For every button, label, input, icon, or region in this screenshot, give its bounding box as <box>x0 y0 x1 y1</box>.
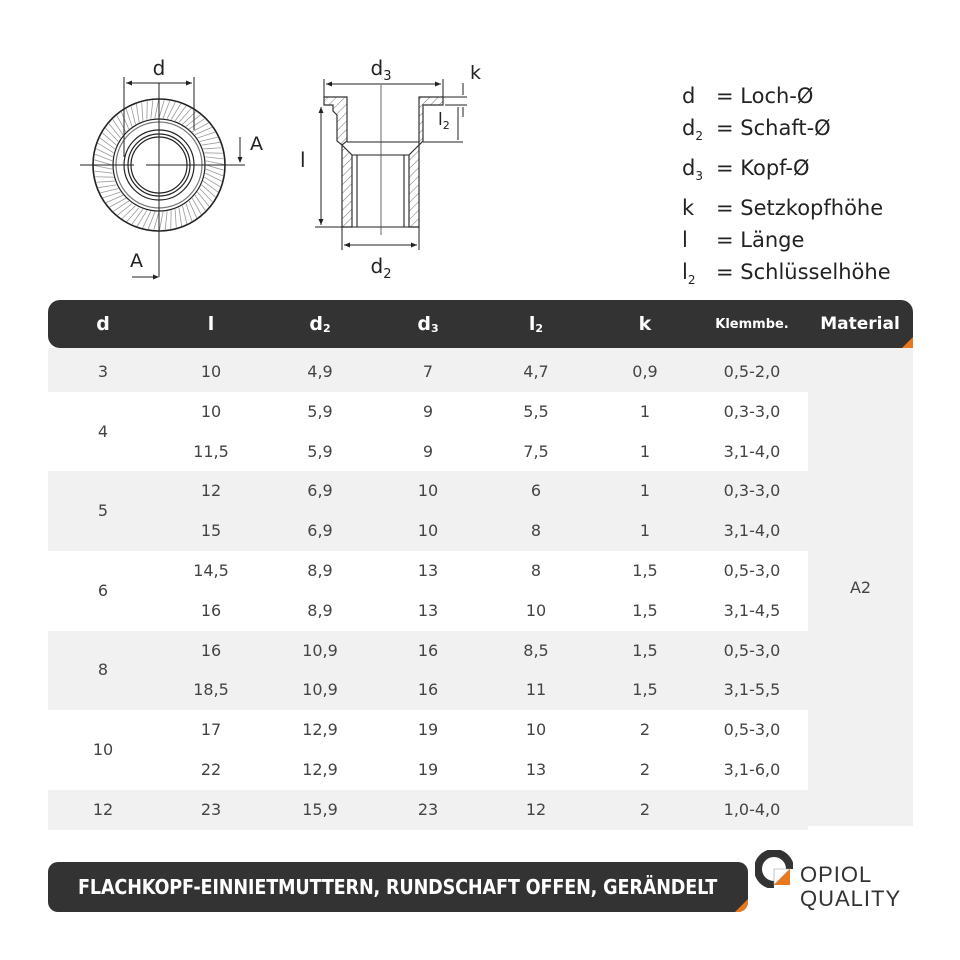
table-row-group <box>48 631 808 711</box>
cell-d: 6 <box>97 580 109 600</box>
section-view-drawing <box>295 45 510 285</box>
cell-klemm: 0,5-3,0 <box>723 640 781 660</box>
cell-l: 16 <box>200 640 222 660</box>
cell-d: 12 <box>92 799 114 819</box>
cell-k: 1,5 <box>632 561 658 580</box>
accent-corner <box>735 899 748 912</box>
cell-d3: 10 <box>417 481 439 501</box>
cell-d3: 13 <box>417 600 439 620</box>
legend-row <box>682 112 922 152</box>
cell-klemm: 3,1-4,5 <box>723 600 781 620</box>
legend-row <box>682 80 922 112</box>
symbol-legend <box>682 80 922 297</box>
legend-row <box>682 224 922 256</box>
cell-l2: 8,5 <box>523 640 549 660</box>
column-header: Klemmbe. <box>715 316 789 332</box>
front-view-drawing <box>70 45 290 285</box>
cell-l2: 4,7 <box>523 362 549 381</box>
logo-line-1: OPIOL <box>800 862 873 887</box>
legend-symbol: d <box>682 84 696 108</box>
cell-k: 2 <box>639 799 651 819</box>
cell-l: 12 <box>200 481 222 501</box>
legend-definition: = Kopf-Ø <box>716 156 810 181</box>
cell-klemm: 3,1-4,0 <box>723 441 781 461</box>
cell-klemm: 3,1-6,0 <box>723 759 781 779</box>
cell-klemm: 3,1-4,0 <box>723 521 781 541</box>
section-label-bottom: A <box>130 250 143 272</box>
logo-line-2: QUALITY <box>800 886 902 911</box>
cell-klemm: 0,5-3,0 <box>723 561 781 580</box>
cell-k: 1 <box>639 441 651 461</box>
cell-d2: 4,9 <box>307 362 333 381</box>
cell-l: 18,5 <box>193 680 229 700</box>
cell-klemm: 0,5-2,0 <box>723 362 781 381</box>
column-header: k <box>638 313 652 335</box>
cell-l: 14,5 <box>193 561 229 580</box>
column-header: Material <box>820 314 900 334</box>
column-header: l <box>207 313 215 335</box>
cell-klemm: 1,0-4,0 <box>723 799 781 819</box>
cell-k: 1,5 <box>632 680 658 700</box>
cell-d2: 10,9 <box>302 680 338 700</box>
cell-klemm: 3,1-5,5 <box>723 680 781 700</box>
cell-k: 2 <box>639 720 651 740</box>
cell-d3: 13 <box>417 561 439 580</box>
cell-l2: 10 <box>525 720 547 740</box>
svg-text:l2: $l_2$ <box>438 110 450 132</box>
cell-k: 1 <box>639 481 651 501</box>
legend-definition: = Schaft-Ø <box>716 116 831 140</box>
legend-row <box>682 192 922 224</box>
cell-d3: 9 <box>422 401 434 421</box>
table-row-group <box>48 348 808 392</box>
cell-k: 1,5 <box>632 600 658 620</box>
cell-d: 8 <box>97 660 109 680</box>
cell-k: 1,5 <box>632 640 658 660</box>
cell-l2: 7,5 <box>523 441 549 461</box>
dim-label-d2: d <box>370 254 384 278</box>
cell-d: 4 <box>97 421 109 441</box>
legend-symbol: $d_3$ <box>682 156 703 184</box>
column-header: d $_3$ <box>417 313 439 335</box>
cell-d: 10 <box>92 739 114 759</box>
cell-d3: 23 <box>417 799 439 819</box>
cell-d3: 16 <box>417 640 439 660</box>
cell-klemm: 0,3-3,0 <box>723 401 781 421</box>
cell-l2: 6 <box>530 481 542 501</box>
cell-d3: 16 <box>417 680 439 700</box>
cell-d2: 12,9 <box>302 759 338 779</box>
cell-d: 3 <box>97 361 109 381</box>
legend-symbol: l <box>682 228 688 253</box>
cell-k: 1 <box>639 521 651 541</box>
dim-label-d: d <box>152 56 166 80</box>
table-row-group <box>48 710 808 790</box>
legend-definition: = Loch-Ø <box>716 84 814 108</box>
cell-l2: 10 <box>525 600 547 620</box>
legend-definition: = Setzkopfhöhe <box>716 196 884 221</box>
cell-d: 5 <box>97 501 109 521</box>
legend-symbol: $l_2$ <box>682 260 696 288</box>
product-title: FLACHKOPF-EINNIETMUTTERN, RUNDSCHAFT OFFEN, GERÄNDELT <box>78 875 718 899</box>
cell-k: 1 <box>639 401 651 421</box>
cell-d3: 10 <box>417 521 439 541</box>
cell-l2: 13 <box>525 759 547 779</box>
cell-d2: 10,9 <box>302 640 338 660</box>
table-row-group <box>48 790 808 830</box>
cell-l: 10 <box>200 401 222 421</box>
cell-d2: 8,9 <box>307 600 333 620</box>
table-row-group <box>48 471 808 551</box>
cell-k: 2 <box>639 759 651 779</box>
dim-label-d3: d <box>370 56 384 80</box>
cell-d3: 9 <box>422 441 434 461</box>
cell-l: 22 <box>200 759 222 779</box>
cell-l2: 12 <box>525 799 547 819</box>
cell-l: 17 <box>200 720 222 740</box>
cell-d3: 7 <box>422 362 434 381</box>
cell-l: 11,5 <box>193 441 229 461</box>
dim-label-l2: l <box>438 110 443 130</box>
legend-row <box>682 256 922 296</box>
cell-klemm: 0,3-3,0 <box>723 481 781 501</box>
table-header <box>48 300 913 348</box>
legend-symbol: $d_2$ <box>682 116 703 144</box>
material-cell: A2 <box>808 348 913 826</box>
opiol-logo-icon <box>755 850 793 888</box>
cell-l: 16 <box>200 600 222 620</box>
dim-label-k: k <box>470 62 482 84</box>
cell-klemm: 0,5-3,0 <box>723 720 781 740</box>
brand-logo <box>755 850 915 914</box>
cell-d3: 19 <box>417 759 439 779</box>
specification-table <box>48 300 913 826</box>
column-header: l $_2$ <box>528 313 544 335</box>
cell-l2: 8 <box>530 521 542 541</box>
cell-l: 10 <box>200 362 222 381</box>
cell-d2: 8,9 <box>307 561 333 580</box>
cell-d2: 5,9 <box>307 441 333 461</box>
legend-symbol: k <box>682 196 695 221</box>
cell-d2: 6,9 <box>307 521 333 541</box>
cell-d2: 6,9 <box>307 481 333 501</box>
table-row-group <box>48 551 808 631</box>
dim-label-l: l <box>300 148 306 172</box>
legend-definition: = Schlüsselhöhe <box>716 260 891 285</box>
section-label-top: A <box>250 133 263 155</box>
cell-l: 15 <box>200 521 222 541</box>
cell-l2: 8 <box>530 561 542 580</box>
cell-l2: 11 <box>525 680 547 700</box>
legend-definition: = Länge <box>716 228 805 253</box>
table-row-group <box>48 392 808 472</box>
column-header: d $_2$ <box>309 313 331 335</box>
column-header: d <box>96 313 110 335</box>
cell-d2: 5,9 <box>307 401 333 421</box>
cell-d2: 12,9 <box>302 720 338 740</box>
cell-l: 23 <box>200 799 222 819</box>
svg-text:d3: $d_3$ <box>370 56 392 84</box>
product-title-banner <box>48 862 748 912</box>
cell-l2: 5,5 <box>523 401 549 421</box>
logo-text <box>800 863 901 911</box>
legend-row <box>682 152 922 192</box>
svg-text:d2: $d_2$ <box>370 254 392 282</box>
cell-d2: 15,9 <box>302 799 338 819</box>
cell-k: 0,9 <box>632 362 658 381</box>
cell-d3: 19 <box>417 720 439 740</box>
table-body <box>48 348 913 826</box>
